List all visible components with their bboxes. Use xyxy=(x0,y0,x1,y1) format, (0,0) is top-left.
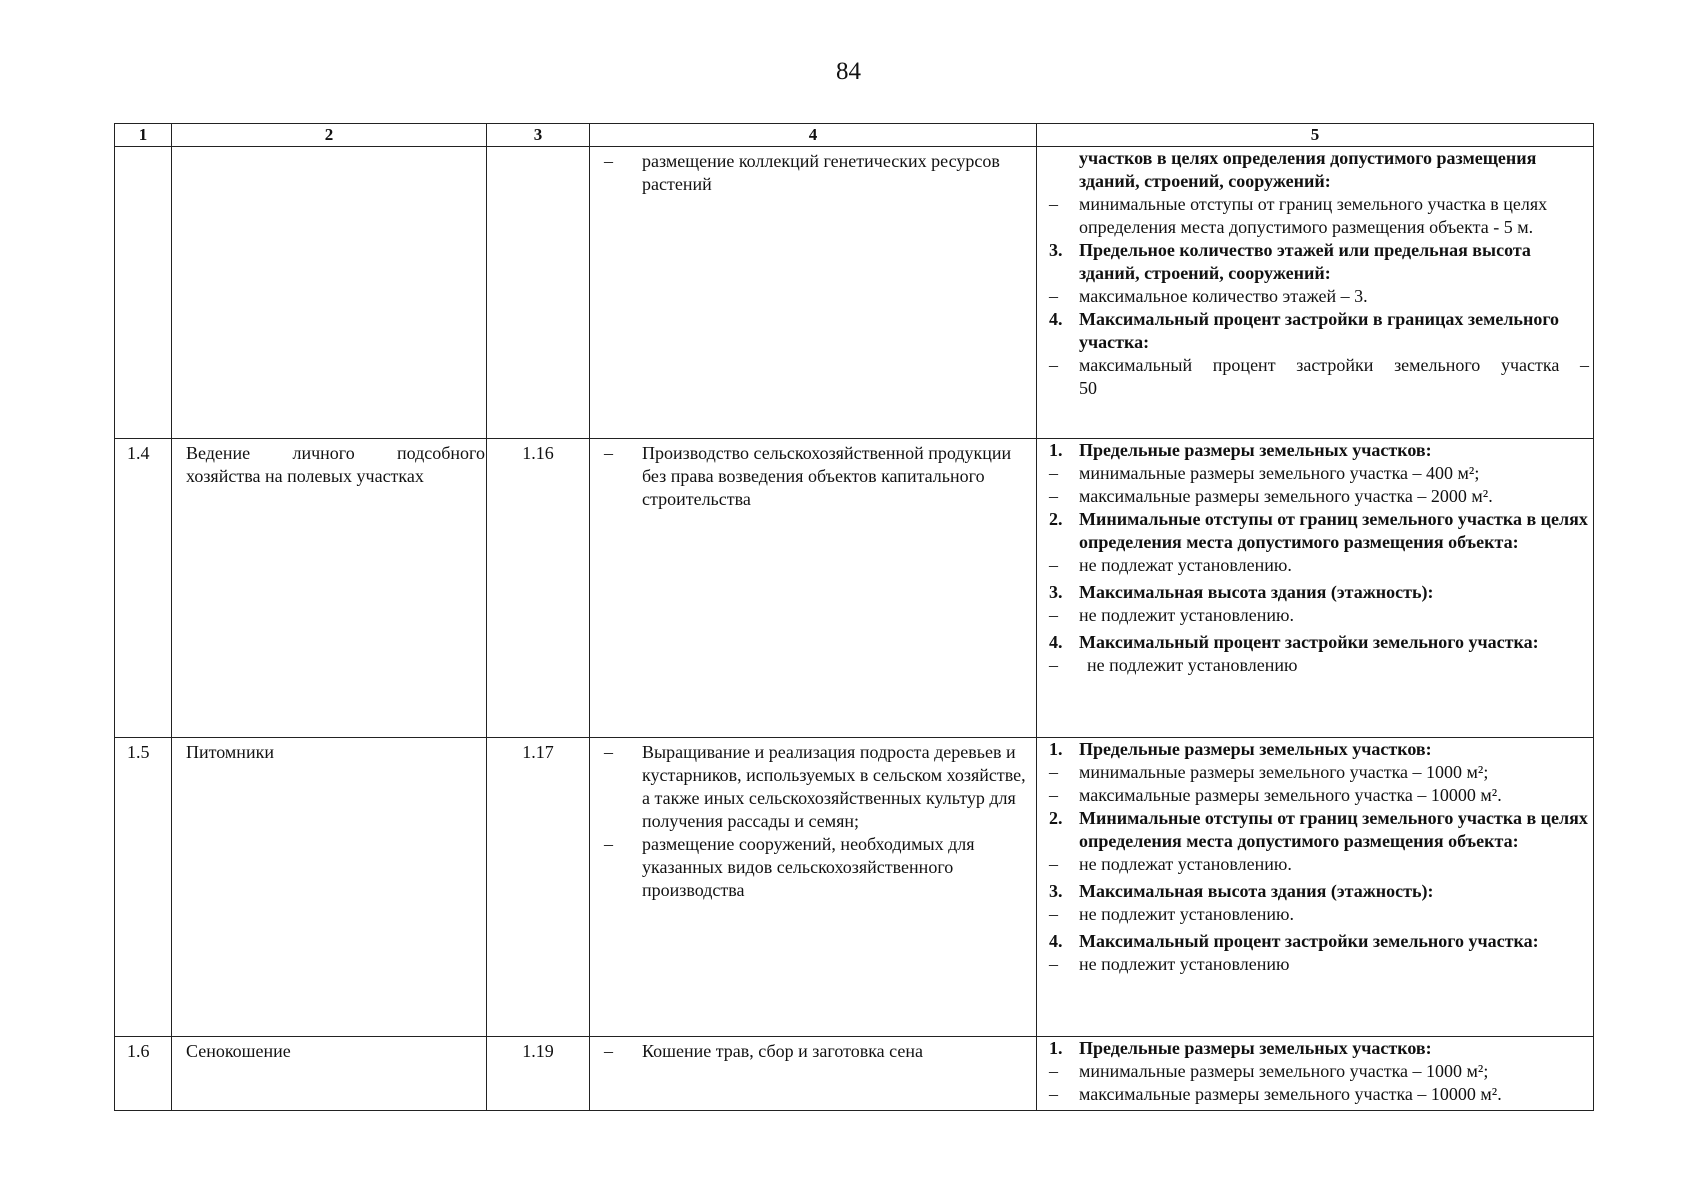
list-text: минимальные размеры земельного участка – 400 м²; xyxy=(1079,463,1480,483)
list-item xyxy=(1049,193,1589,239)
list-text: не подлежит установлению. xyxy=(1079,605,1294,625)
list-text: участков в целях определения допустимого размещения зданий, строений, сооружений: xyxy=(1079,148,1537,191)
page-number: 84 xyxy=(836,58,861,85)
list-text: размещение коллекций генетических ресурсов растений xyxy=(642,151,1000,194)
list-item xyxy=(1049,853,1589,876)
list-text: Максимальная высота здания (этажность): xyxy=(1079,881,1434,901)
list-marker: – xyxy=(604,742,613,762)
list-marker: 3. xyxy=(1049,240,1063,260)
table-row xyxy=(115,147,1594,439)
use-name-cell: Сенокошение xyxy=(172,1037,487,1111)
list-item xyxy=(1049,903,1589,926)
list-marker: – xyxy=(1049,486,1058,506)
list-text: Максимальная высота здания (этажность): xyxy=(1079,582,1434,602)
list-marker: – xyxy=(1049,904,1058,924)
list-marker: 1. xyxy=(1049,440,1063,460)
list-item xyxy=(1049,631,1589,654)
list-text: 50 xyxy=(1079,378,1097,398)
list-text: не подлежат установлению. xyxy=(1079,555,1292,575)
list-text: Максимальный процент застройки земельного участка: xyxy=(1079,931,1539,951)
list-text: минимальные размеры земельного участка – 1000 м²; xyxy=(1079,1061,1489,1081)
list-marker xyxy=(1049,377,1079,400)
list-text: максимальные размеры земельного участка – 10000 м². xyxy=(1079,1084,1502,1104)
list-item xyxy=(1049,377,1589,400)
list-item xyxy=(1049,485,1589,508)
list-marker: 3. xyxy=(1049,582,1063,602)
permitted-uses-cell xyxy=(590,738,1037,1037)
list-text: максимальные размеры земельного участка – 10000 м². xyxy=(1079,785,1502,805)
column-header-2: 2 xyxy=(172,124,487,147)
list-item xyxy=(1049,654,1589,677)
list-marker: 1. xyxy=(1049,739,1063,759)
list-item xyxy=(1049,439,1589,462)
list-text: не подлежит установлению xyxy=(1079,954,1290,974)
list-marker: – xyxy=(1049,785,1058,805)
parameters-cell xyxy=(1037,738,1594,1037)
list-item xyxy=(604,833,1028,902)
list-text: Выращивание и реализация подроста деревьев и кустарников, используемых в сельском хозяйстве, а также иных сельскохозяйственных культур для получения рассады и семян; xyxy=(642,742,1026,831)
list-text: Минимальные отступы от границ земельного участка в целях определения места допустимого размещения объекта: xyxy=(1079,808,1588,851)
row-number-cell xyxy=(115,147,172,439)
table-row xyxy=(115,738,1594,1037)
list-text: размещение сооружений, необходимых для указанных видов сельскохозяйственного производства xyxy=(642,834,975,900)
list-marker: 3. xyxy=(1049,881,1063,901)
list-item xyxy=(1049,761,1589,784)
list-text: Предельные размеры земельных участков: xyxy=(1079,1038,1432,1058)
permitted-uses-cell xyxy=(590,147,1037,439)
list-marker: – xyxy=(1049,194,1058,214)
row-number-cell: 1.5 xyxy=(115,738,172,1037)
list-text: максимальный процент застройки земельного участка – xyxy=(1079,355,1589,375)
list-marker: 2. xyxy=(1049,509,1063,529)
list-marker: – xyxy=(604,834,613,854)
row-number-cell: 1.6 xyxy=(115,1037,172,1111)
use-name-cell: Питомники xyxy=(172,738,487,1037)
list-text: минимальные размеры земельного участка – 1000 м²; xyxy=(1079,762,1489,782)
list-marker: – xyxy=(1049,286,1058,306)
list-item xyxy=(1049,738,1589,761)
list-text: Минимальные отступы от границ земельного участка в целях определения места допустимого размещения объекта: xyxy=(1079,509,1588,552)
list-item xyxy=(1049,880,1589,903)
use-code-cell: 1.19 xyxy=(487,1037,590,1111)
use-code-cell: 1.17 xyxy=(487,738,590,1037)
list-marker: – xyxy=(1049,555,1058,575)
use-code-cell xyxy=(487,147,590,439)
list-marker: – xyxy=(604,443,613,463)
list-item xyxy=(1049,285,1589,308)
list-marker: – xyxy=(604,1041,613,1061)
list-marker: 4. xyxy=(1049,309,1063,329)
list-text: Максимальный процент застройки в границах земельного участка: xyxy=(1079,309,1560,352)
list-marker xyxy=(1049,147,1079,193)
list-marker: – xyxy=(1049,655,1058,675)
list-item xyxy=(1049,508,1589,554)
table-row xyxy=(115,439,1594,738)
list-item xyxy=(1049,1060,1589,1083)
list-text: Кошение трав, сбор и заготовка сена xyxy=(642,1041,923,1061)
list-item xyxy=(1049,1083,1589,1106)
list-item xyxy=(1049,354,1589,377)
list-item xyxy=(1049,930,1589,953)
list-text: не подлежит установлению xyxy=(1087,655,1298,675)
list-item xyxy=(1049,239,1589,285)
column-header-3: 3 xyxy=(487,124,590,147)
list-text: максимальное количество этажей – 3. xyxy=(1079,286,1368,306)
permitted-uses-cell xyxy=(590,439,1037,738)
use-code-cell: 1.16 xyxy=(487,439,590,738)
list-item xyxy=(1049,308,1589,354)
column-number-row xyxy=(115,124,1594,147)
list-marker: – xyxy=(1049,605,1058,625)
column-header-1: 1 xyxy=(115,124,172,147)
list-item xyxy=(604,150,1028,196)
list-marker: 4. xyxy=(1049,931,1063,951)
parameters-cell xyxy=(1037,147,1594,439)
zoning-regulations-table xyxy=(114,123,1594,1111)
list-text: не подлежит установлению. xyxy=(1079,904,1294,924)
list-item xyxy=(1049,784,1589,807)
list-text: Предельные размеры земельных участков: xyxy=(1079,739,1432,759)
list-item xyxy=(1049,1037,1589,1060)
list-text: Производство сельскохозяйственной продукции без права возведения объектов капитального строительства xyxy=(642,443,1012,509)
list-text: Предельные размеры земельных участков: xyxy=(1079,440,1432,460)
list-item xyxy=(1049,953,1589,976)
list-marker: – xyxy=(1049,954,1058,974)
column-header-4: 4 xyxy=(590,124,1037,147)
list-text: максимальные размеры земельного участка – 2000 м². xyxy=(1079,486,1493,506)
parameters-cell xyxy=(1037,1037,1594,1111)
list-marker: – xyxy=(1049,355,1058,375)
permitted-uses-cell xyxy=(590,1037,1037,1111)
list-text: минимальные отступы от границ земельного участка в целях определения места допустимого размещения объекта - 5 м. xyxy=(1079,194,1548,237)
row-number-cell: 1.4 xyxy=(115,439,172,738)
list-item xyxy=(604,741,1028,833)
use-name-cell xyxy=(172,147,487,439)
use-name-cell: Ведение личного подсобного хозяйства на полевых участках xyxy=(172,439,487,738)
list-item xyxy=(1049,604,1589,627)
table-row xyxy=(115,1037,1594,1111)
list-item xyxy=(1049,462,1589,485)
list-marker: – xyxy=(1049,1061,1058,1081)
list-text: Предельное количество этажей или предельная высота зданий, строений, сооружений: xyxy=(1079,240,1531,283)
list-marker: – xyxy=(1049,762,1058,782)
list-item xyxy=(1049,147,1589,193)
list-marker: – xyxy=(1049,1084,1058,1104)
list-text: не подлежат установлению. xyxy=(1079,854,1292,874)
list-marker: – xyxy=(1049,463,1058,483)
list-item xyxy=(1049,554,1589,577)
list-item xyxy=(604,1040,1028,1063)
list-item xyxy=(604,442,1028,511)
list-item xyxy=(1049,807,1589,853)
column-header-5: 5 xyxy=(1037,124,1594,147)
list-marker: 2. xyxy=(1049,808,1063,828)
list-marker: 1. xyxy=(1049,1038,1063,1058)
list-text: Максимальный процент застройки земельного участка: xyxy=(1079,632,1539,652)
list-marker: 4. xyxy=(1049,632,1063,652)
parameters-cell xyxy=(1037,439,1594,738)
list-marker: – xyxy=(604,151,613,171)
list-marker: – xyxy=(1049,854,1058,874)
list-item xyxy=(1049,581,1589,604)
